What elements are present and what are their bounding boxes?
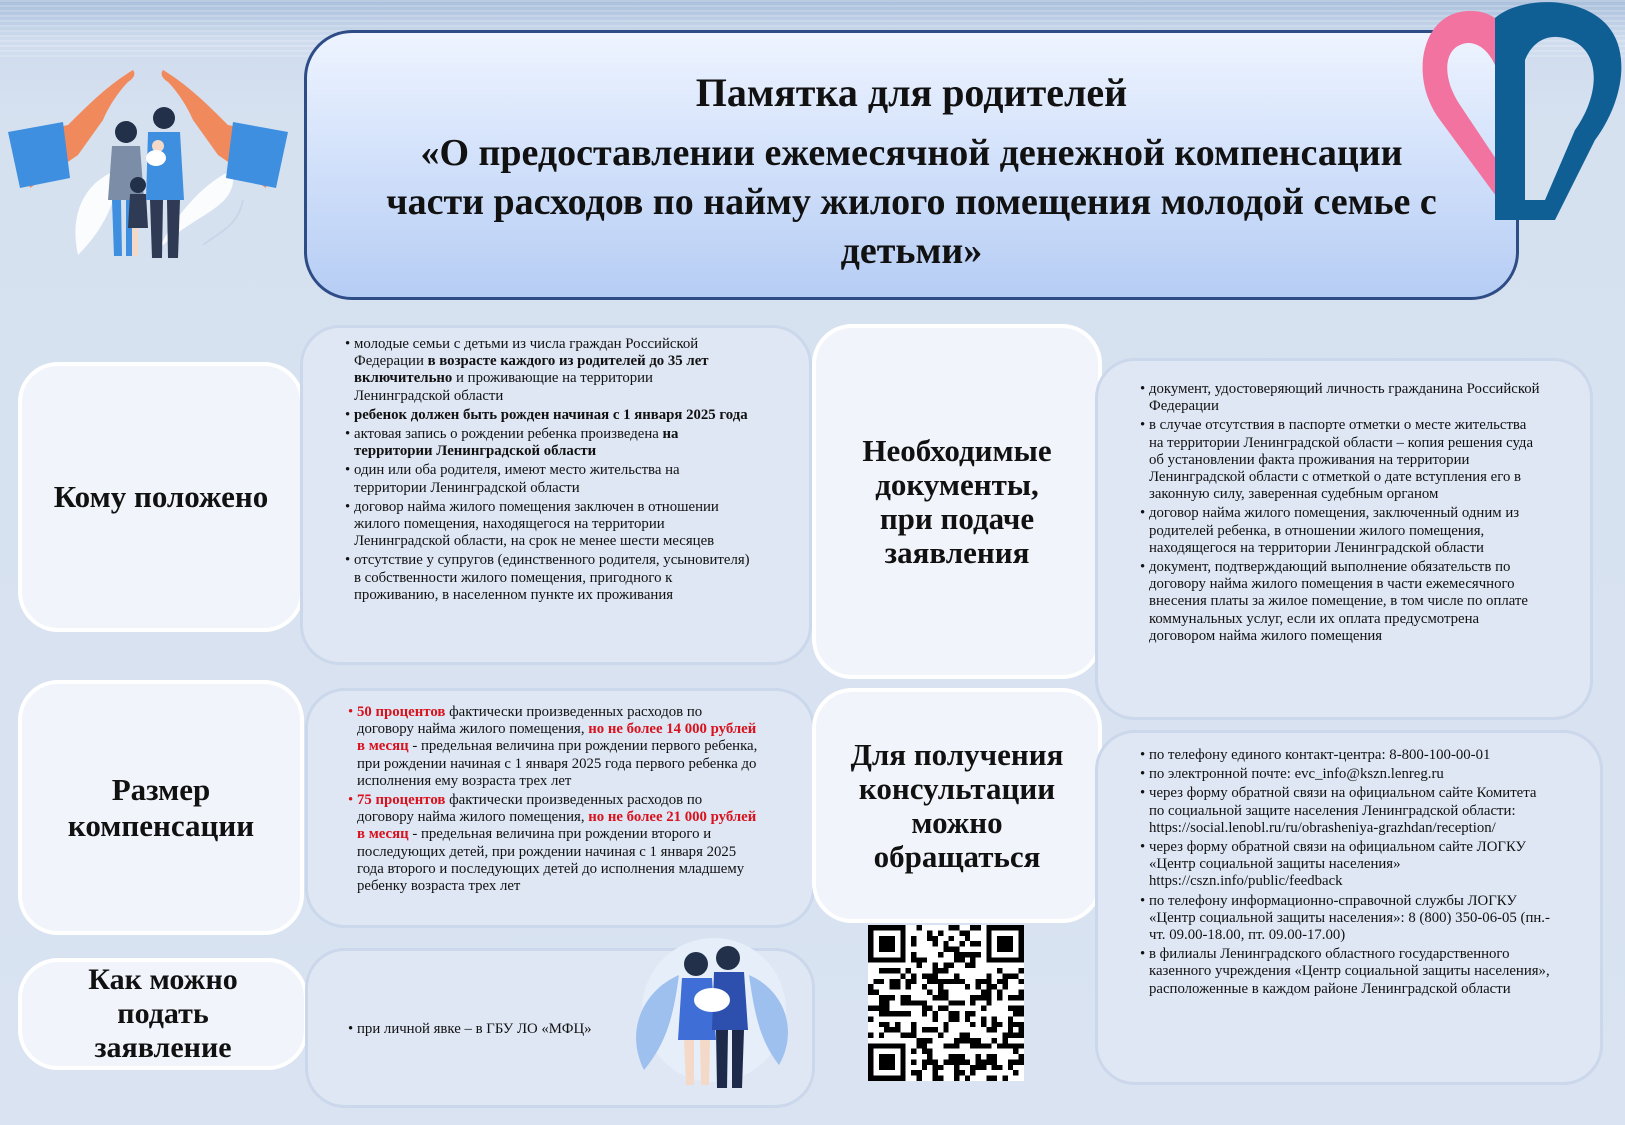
family-hands-illustration [8,60,288,270]
docs-item [1140,381,1540,415]
amount-item-text: 50 процентов [357,704,446,720]
page-subtitle: «О предоставлении ежемесячной денежной компенсации части расходов по найму жилого помещения молодой семье с детьми» [386,132,1437,272]
who-item [345,336,750,405]
docs-item-text: документ, подтверждающий выполнение обязательств по договору найма жилого помещения в части ежемесячного внесения платы за жилое помещение, в том числе по оплате коммунальных услуг, если их оплата предусмотрена договором найма жилого помещения [1149,559,1528,644]
consult-item [1140,785,1550,837]
consult-item-text: по электронной почте: evc_info@kszn.lenreg.ru [1149,766,1444,783]
consult-item-text: в филиалы Ленинградского областного государственного казенного учреждения «Центр социальной защиты населения», расположенные в каждом районе Ленинградской области [1149,946,1550,997]
docs-item [1140,417,1540,503]
label-how-to-apply: Как можно подать заявление [18,958,308,1070]
content-who-eligible [300,325,812,665]
who-item-text: на территории Ленинградской области [354,426,679,460]
who-item [345,552,750,604]
who-item [345,407,750,424]
who-item [345,499,750,551]
qr-code[interactable] [868,925,1024,1081]
who-item-text: в возрасте каждого из родителей до 35 лет включительно [354,353,709,387]
label-compensation-amount: Размер компенсации [18,680,304,935]
heart-logo-blue [1495,0,1625,220]
consult-item [1140,893,1550,945]
how-item [348,1021,648,1038]
consult-item [1140,766,1550,783]
required-documents-list [1140,381,1540,647]
amount-item [348,792,762,895]
amount-item-text: фактически произведенных расходов по договору найма жилого помещения, [357,792,703,826]
consult-item-text: по телефону информационно-справочной службы ЛОГКУ «Центр социальной защиты населения»: 8 (800) 350-06-05 (пн.-чт. 09.00-18.00, пт. 09.00-17.00) [1149,892,1550,944]
title-banner [304,30,1519,300]
who-item-text: отсутствие у супругов (единственного родителя, усыновителя) в собственности жилого помещения, пригодного к проживанию, в населенном пункте их проживания [354,552,750,603]
couple-baby-illustration [624,930,794,1095]
amount-item-text: фактически произведенных расходов по договору найма жилого помещения, [357,704,703,738]
docs-item-text: документ, удостоверяющий личность гражданина Российской Федерации [1149,381,1540,415]
amount-item-text: но не более 21 000 рублей в месяц [357,809,757,843]
who-item [345,426,750,460]
who-eligible-list [345,336,750,606]
consultation-list [1140,747,1550,1000]
amount-item [348,704,762,790]
who-item-text: актовая запись о рождении ребенка произведена [354,426,663,443]
compensation-list [348,704,762,897]
consult-item [1140,946,1550,998]
how-to-apply-list [348,1021,648,1040]
page-title: Памятка для родителей [695,70,1128,115]
who-item-text: договор найма жилого помещения заключен в отношении жилого помещения, находящегося на территории Ленинградской области, на срок не менее шести месяцев [354,498,719,550]
label-consultation: Для получения консультации можно обращаться [812,688,1102,923]
consult-item [1140,747,1550,764]
who-item [345,462,750,496]
docs-item-text: договор найма жилого помещения, заключенный одним из родителей ребенка, в отношении жилого помещения, находящегося на территории Ленинградской области [1149,505,1520,556]
docs-item [1140,505,1540,557]
who-item-text: один или оба родителя, имеют место жительства на территории Ленинградской области [354,462,680,496]
content-compensation-amount [305,688,815,928]
amount-item-text: 75 процентов [357,792,446,809]
docs-item-text: в случае отсутствия в паспорте отметки о месте жительства на территории Ленинградской области – копия решения суда об установлении факта проживания на территории Ленинградской области с отметкой о дате вступления его в законную силу, заверенная судебным органом [1149,417,1534,503]
content-consultation [1095,730,1603,1085]
who-item-text: молодые семьи с детьми из числа граждан Российской Федерации [354,336,699,370]
consult-item-text: через форму обратной связи на официальном сайте ЛОГКУ «Центр социальной защиты населения» https://cszn.info/public/feedback [1149,839,1527,890]
amount-item-text: - предельная величина при рождении первого ребенка, при рождении начиная с 1 января 2025 года первого ребенка до исполнения ему возраста трех лет [357,738,758,789]
content-required-documents [1095,358,1593,720]
consult-item-text: по телефону единого контакт-центра: 8-800-100-00-01 [1149,747,1491,763]
consult-item [1140,839,1550,891]
docs-item [1140,559,1540,645]
label-who-eligible: Кому положено [18,362,304,632]
amount-item-text: но не более 14 000 рублей в месяц [357,721,757,755]
amount-item-text: - предельная величина при рождении второго и последующих детей, при рождении начиная с 1 января 2025 года второго и последующих детей до исполнения младшему ребенку возраста трех лет [357,826,745,895]
who-item-text: ребенок должен быть рожден начиная с 1 января 2025 года [354,406,748,423]
how-item-text: при личной явке – в ГБУ ЛО «МФЦ» [357,1021,592,1037]
who-item-text: и проживающие на территории Ленинградской области [354,370,653,404]
label-required-documents: Необходимые документы, при подаче заявления [812,324,1102,679]
consult-item-text: через форму обратной связи на официальном сайте Комитета по социальной защите населения Ленинградской области: https://social.lenobl.ru/ru/obrasheniya-grazhdan/reception/ [1149,785,1537,836]
